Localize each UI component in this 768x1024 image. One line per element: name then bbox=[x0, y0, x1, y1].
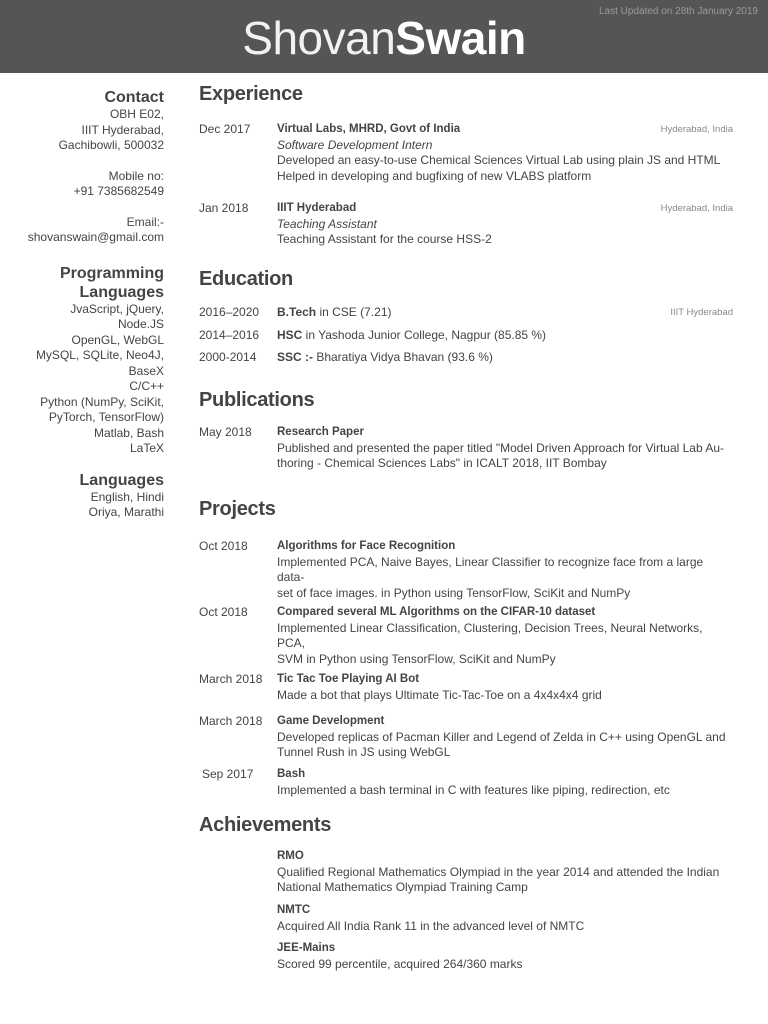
entry-date: March 2018 bbox=[199, 714, 263, 728]
header-banner bbox=[0, 0, 768, 73]
email-address: shovanswain@gmail.com bbox=[27, 230, 164, 244]
address-line: IIIT Hyderabad, bbox=[81, 122, 164, 137]
degree-name: HSC bbox=[277, 328, 303, 342]
entry-date: Dec 2017 bbox=[199, 122, 251, 136]
entry-title: JEE-Mains bbox=[277, 942, 336, 954]
entry-title: RMO bbox=[277, 850, 304, 862]
entry-description: Implemented Linear Classification, Clustering, Decision Trees, Neural Networks, PCA, bbox=[277, 620, 703, 650]
entry-date: May 2018 bbox=[199, 425, 252, 439]
entry-title: Research Paper bbox=[277, 426, 364, 438]
skill-line: Python (NumPy, SciKit, bbox=[40, 394, 164, 409]
entry-date: 2016–2020 bbox=[199, 305, 260, 319]
skill-line: OpenGL, WebGL bbox=[71, 332, 164, 347]
entry-description: Developed an easy-to-use Chemical Sciences Virtual Lab using plain JS and HTML bbox=[277, 153, 721, 167]
entry-title: Algorithms for Face Recognition bbox=[277, 540, 456, 552]
email-label: Email:- bbox=[126, 214, 164, 229]
degree-detail: Bharatiya Vidya Bhavan (93.6 %) bbox=[313, 350, 493, 364]
last-updated-text: Last Updated on 28th January 2019 bbox=[598, 6, 758, 17]
skill-line: BaseX bbox=[128, 363, 164, 378]
entry-title: Game Development bbox=[277, 715, 385, 727]
entry-date: Oct 2018 bbox=[199, 539, 248, 553]
language-line: English, Hindi bbox=[90, 489, 164, 504]
entry-description: Helped in developing and bugfixing of new VLABS platform bbox=[277, 168, 592, 183]
entry-description: SVM in Python using TensorFlow, SciKit and NumPy bbox=[277, 651, 556, 666]
programming-heading: Languages bbox=[79, 283, 164, 301]
entry-title: NMTC bbox=[277, 904, 311, 916]
entry-role: Software Development Intern bbox=[277, 137, 433, 152]
mobile-label: Mobile no: bbox=[108, 168, 164, 183]
entry-title: Tic Tac Toe Playing AI Bot bbox=[277, 673, 420, 685]
degree-name: B.Tech bbox=[277, 305, 317, 319]
degree-detail: in Yashoda Junior College, Nagpur (85.85 %) bbox=[302, 328, 547, 342]
entry-title: IIIT Hyderabad bbox=[277, 202, 357, 214]
address-line: Gachibowli, 500032 bbox=[58, 138, 164, 152]
entry-description: set of face images. in Python using TensorFlow, SciKit and NumPy bbox=[277, 585, 631, 600]
entry-location: Hyderabad, India bbox=[660, 124, 733, 135]
entry-description: Published and presented the paper titled "Model Driven Approach for Virtual Lab Au- bbox=[277, 440, 724, 455]
programming-heading: Programming bbox=[59, 264, 164, 282]
entry-description: thoring - Chemical Sciences Labs" in ICALT 2018, IIT Bombay bbox=[277, 456, 607, 470]
contact-heading: Contact bbox=[104, 89, 164, 106]
skill-line: MySQL, SQLite, Neo4J, bbox=[35, 348, 164, 362]
entry-date: March 2018 bbox=[199, 672, 263, 686]
entry-title: Bash bbox=[277, 768, 306, 780]
entry-title: Virtual Labs, MHRD, Govt of India bbox=[277, 123, 461, 135]
entry-description: Implemented PCA, Naive Bayes, Linear Classifier to recognize face from a large data- bbox=[277, 554, 704, 584]
entry-date: Oct 2018 bbox=[199, 605, 248, 619]
entry-date: Sep 2017 bbox=[202, 767, 254, 781]
experience-heading: Experience bbox=[199, 83, 303, 105]
entry-date: 2000-2014 bbox=[199, 350, 257, 364]
skill-line: Node.JS bbox=[117, 317, 164, 331]
entry-title: Compared several ML Algorithms on the CIFAR-10 dataset bbox=[277, 606, 596, 618]
skill-line: Matlab, Bash bbox=[93, 425, 164, 440]
skill-line: JvaScript, jQuery, bbox=[70, 301, 164, 316]
entry-description: Qualified Regional Mathematics Olympiad in the year 2014 and attended the Indian bbox=[277, 864, 720, 879]
entry-date: Jan 2018 bbox=[199, 201, 249, 215]
skill-line: PyTorch, TensorFlow) bbox=[48, 410, 164, 424]
entry-description: National Mathematics Olympiad Training Camp bbox=[277, 880, 528, 894]
entry-location: IIIT Hyderabad bbox=[670, 307, 733, 318]
entry-date: 2014–2016 bbox=[199, 328, 260, 342]
skill-line: C/C++ bbox=[129, 379, 164, 393]
languages-heading: Languages bbox=[79, 471, 164, 489]
entry-role: Teaching Assistant bbox=[277, 216, 377, 231]
entry-location: Hyderabad, India bbox=[660, 203, 733, 214]
entry-description: Acquired All India Rank 11 in the advanced level of NMTC bbox=[277, 918, 585, 933]
entry-description: Developed replicas of Pacman Killer and Legend of Zelda in C++ using OpenGL and bbox=[277, 729, 726, 744]
projects-heading: Projects bbox=[199, 498, 276, 520]
education-heading: Education bbox=[199, 268, 293, 290]
skill-line: LaTeX bbox=[129, 441, 164, 455]
entry-description: Scored 99 percentile, acquired 264/360 marks bbox=[277, 956, 523, 971]
address-line: OBH E02, bbox=[109, 107, 164, 121]
publications-heading: Publications bbox=[199, 389, 315, 411]
candidate-name bbox=[0, 8, 768, 68]
entry-description: Tunnel Rush in JS using WebGL bbox=[277, 745, 451, 759]
sidebar bbox=[0, 88, 164, 521]
entry-description: Teaching Assistant for the course HSS-2 bbox=[277, 232, 492, 246]
degree-name: SSC :- bbox=[277, 350, 313, 364]
first-name: Shovan bbox=[242, 12, 396, 64]
entry-description: Implemented a bash terminal in C with features like piping, redirection, etc bbox=[277, 782, 670, 797]
entry-description: Made a bot that plays Ultimate Tic-Tac-Toe on a 4x4x4x4 grid bbox=[277, 687, 602, 702]
language-line: Oriya, Marathi bbox=[88, 505, 164, 519]
mobile-number: +91 7385682549 bbox=[73, 184, 164, 198]
degree-detail: in CSE (7.21) bbox=[316, 305, 392, 319]
last-name: Swain bbox=[395, 12, 526, 64]
achievements-heading: Achievements bbox=[199, 814, 332, 836]
